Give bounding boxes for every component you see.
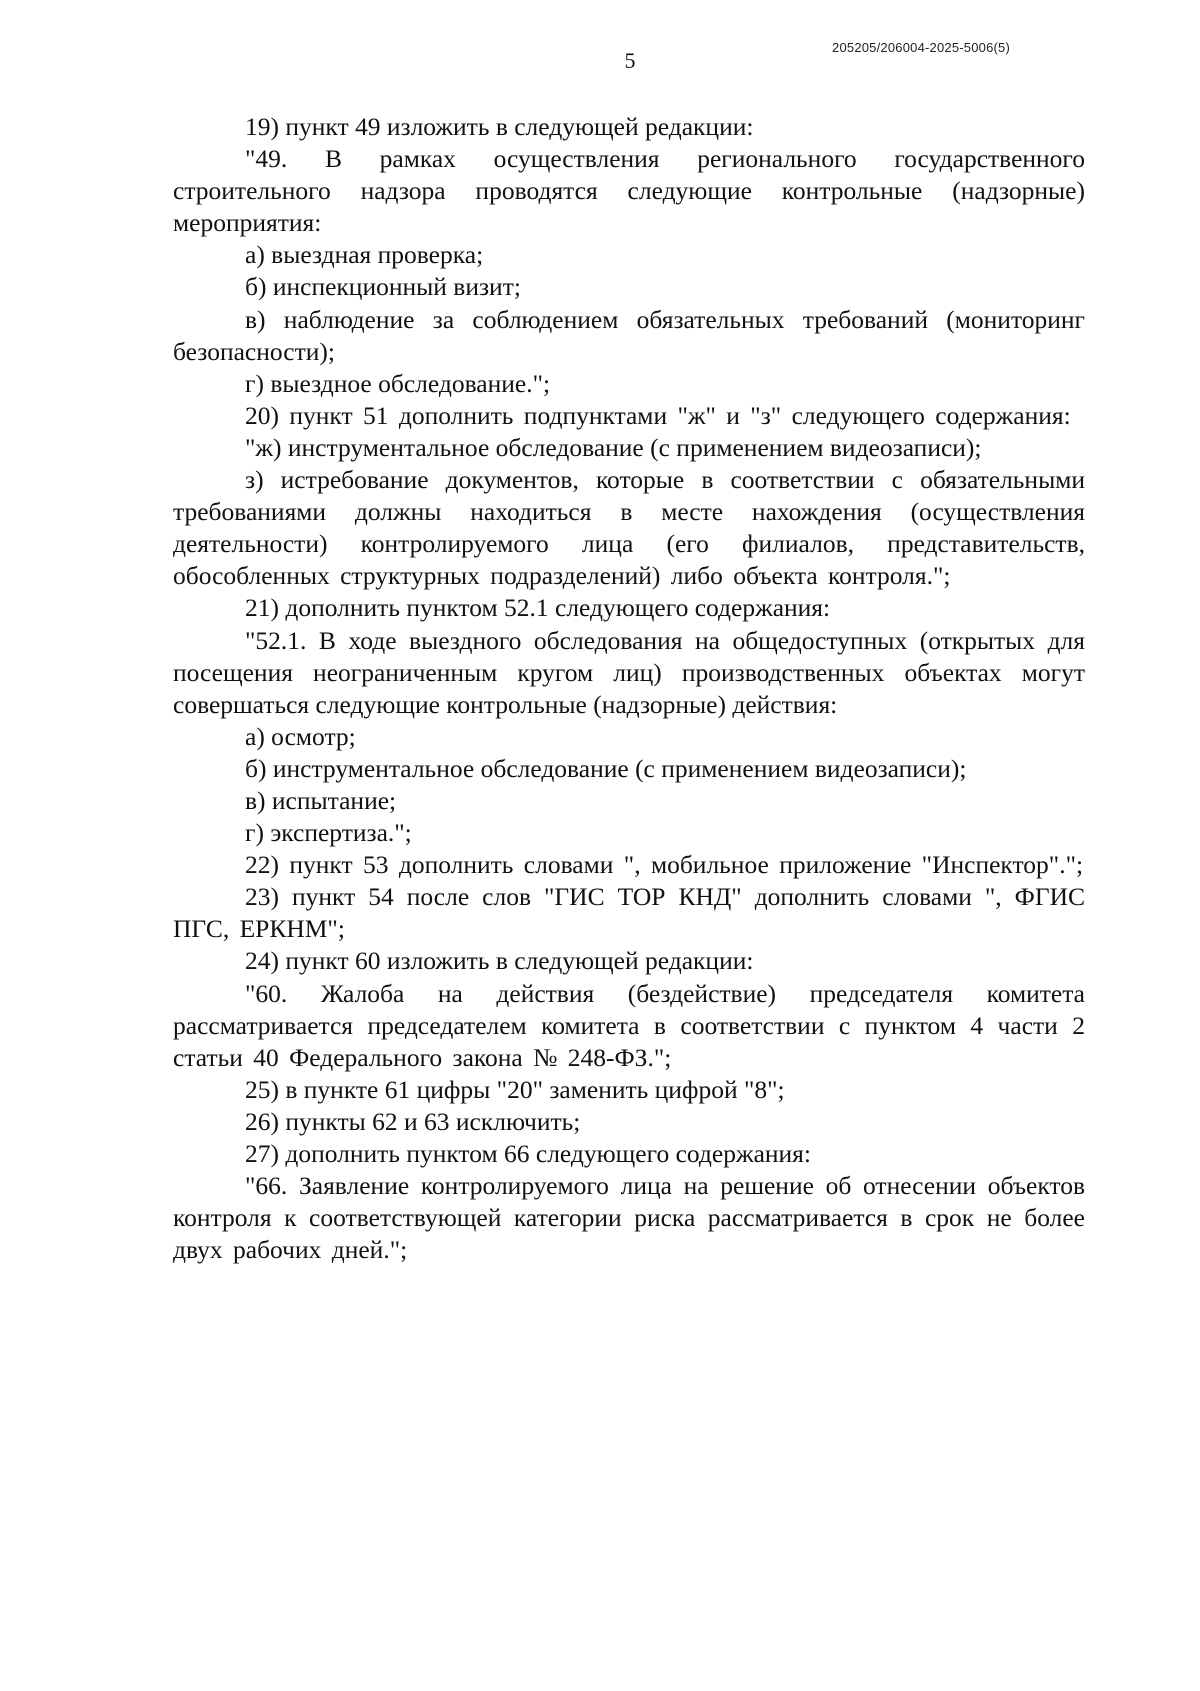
paragraph-item-22: 22) пункт 53 дополнить словами ", мобильное приложение "Инспектор"."; bbox=[245, 850, 1084, 880]
page-number: 5 bbox=[624, 48, 636, 73]
paragraph-subitem-a: а) выездная проверка; bbox=[245, 240, 484, 270]
paragraph-subitem-v: в) наблюдение за соблюдением обязательных требований (мониторинг безопасности); bbox=[173, 304, 1085, 366]
paragraph-action-b: б) инструментальное обследование (с применением видеозаписи); bbox=[245, 753, 967, 783]
document-id: 205205/206004-2025-5006(5) bbox=[832, 40, 1010, 55]
paragraph-subitem-z: з) истребование документов, которые в соответствии с обязательными требованиями должны находиться в месте нахождения (осуществления деятельности) контролируемого лица (его филиалов, представительств, обособленных структурных подразделений) либо объекта контроля."; bbox=[173, 465, 1085, 591]
document-body bbox=[173, 111, 1085, 1266]
paragraph-point-60-text: "60. Жалоба на действия (бездействие) председателя комитета рассматривается председателем комитета в соответствии с пунктом 4 части 2 статьи 40 Федерального закона № 248-ФЗ."; bbox=[173, 978, 1085, 1072]
paragraph-point-66-text: "66. Заявление контролируемого лица на решение об отнесении объектов контроля к соответствующей категории риска рассматривается в срок не более двух рабочих дней."; bbox=[173, 1171, 1085, 1265]
paragraph-point-52-1-text: "52.1. В ходе выездного обследования на общедоступных (открытых для посещения неограниченным кругом лиц) производственных объектах могут совершаться следующие контрольные (надзорные) действия: bbox=[173, 625, 1085, 719]
paragraph-item-23: 23) пункт 54 после слов "ГИС ТОР КНД" дополнить словами ", ФГИС ПГС, ЕРКНМ"; bbox=[173, 882, 1085, 944]
paragraph-subitem-zh: "ж) инструментальное обследование (с применением видеозаписи); bbox=[245, 432, 982, 462]
paragraph-item-20: 20) пункт 51 дополнить подпунктами "ж" и "з" следующего содержания: bbox=[245, 400, 1071, 430]
paragraph-subitem-b: б) инспекционный визит; bbox=[245, 272, 521, 302]
paragraph-item-26: 26) пункты 62 и 63 исключить; bbox=[245, 1106, 581, 1136]
paragraph-item-24: 24) пункт 60 изложить в следующей редакции: bbox=[245, 946, 754, 976]
paragraph-action-g: г) экспертиза."; bbox=[245, 818, 412, 848]
paragraph-item-21: 21) дополнить пунктом 52.1 следующего содержания: bbox=[245, 593, 831, 623]
paragraph-action-v: в) испытание; bbox=[245, 785, 397, 815]
paragraph-subitem-g: г) выездное обследование."; bbox=[245, 368, 551, 398]
paragraph-action-a: а) осмотр; bbox=[245, 721, 356, 751]
paragraph-point-49-text: "49. В рамках осуществления регионального государственного строительного надзора проводятся следующие контрольные (надзорные) мероприятия: bbox=[173, 144, 1085, 238]
paragraph-item-27: 27) дополнить пунктом 66 следующего содержания: bbox=[245, 1139, 811, 1168]
paragraph-item-19: 19) пункт 49 изложить в следующей редакции: bbox=[245, 112, 754, 141]
paragraph-item-25: 25) в пункте 61 цифры "20" заменить цифрой "8"; bbox=[245, 1074, 785, 1104]
